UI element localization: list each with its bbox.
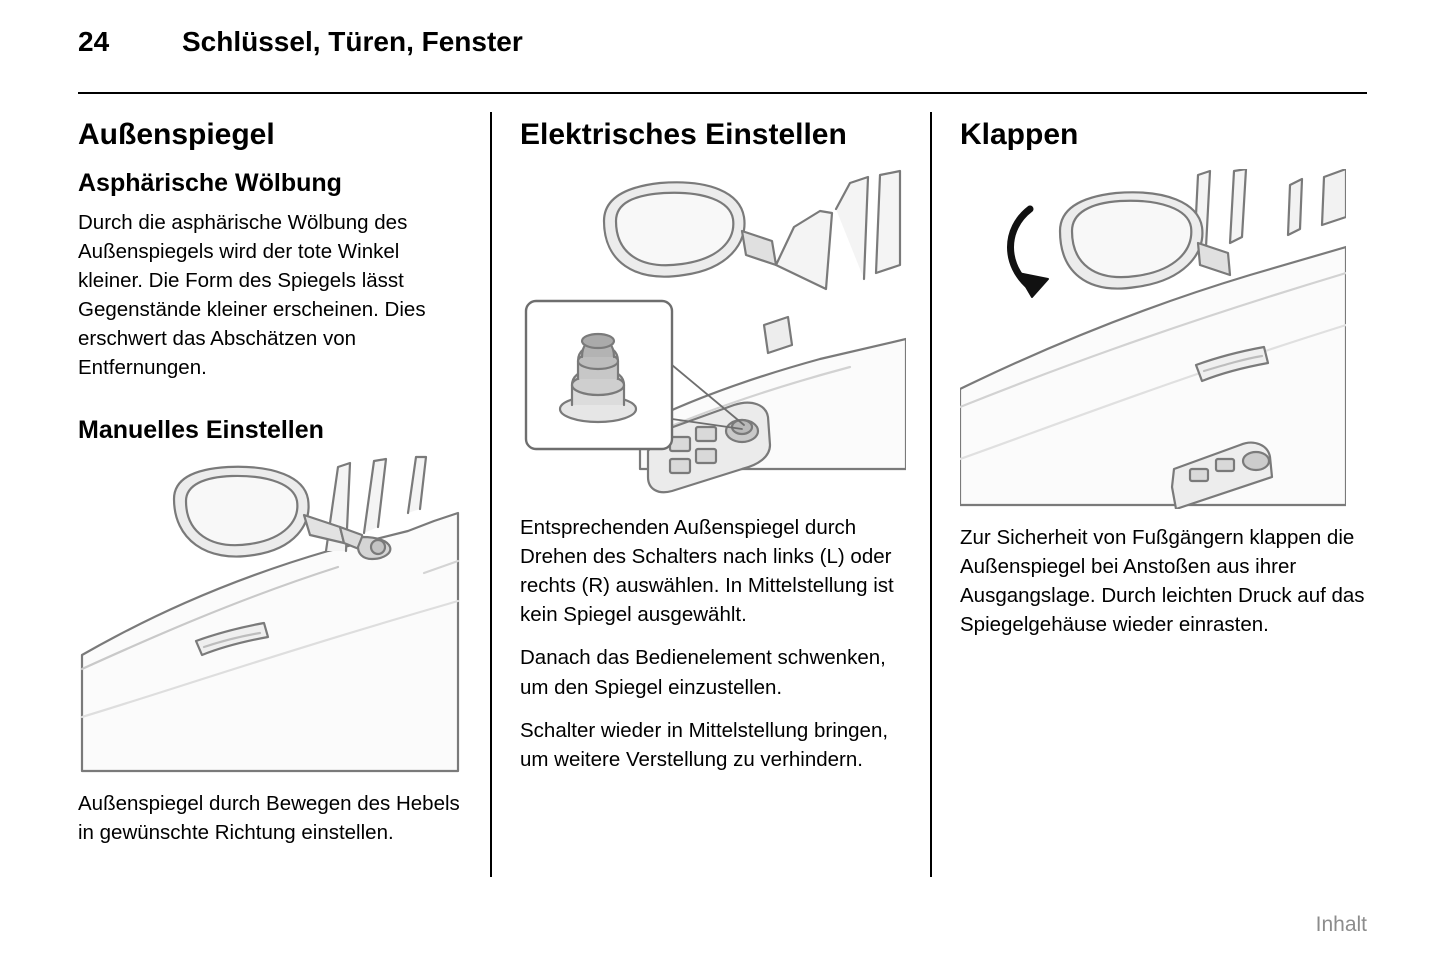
subsection-title-manuelles-einstellen: Manuelles Einstellen xyxy=(78,416,324,445)
header-divider xyxy=(78,92,1367,94)
content-columns xyxy=(78,112,1367,885)
electric-mirror-illustration xyxy=(520,169,902,499)
footer-inhalt-link[interactable]: Inhalt xyxy=(1315,913,1367,936)
page-number: 24 xyxy=(78,26,110,57)
paragraph-klappen: Zur Sicherheit von Fußgängern klappen die Außenspiegel bei Anstoßen aus ihrer Ausgangslage. Durch leichten Druck auf das Spiegelgehäuse wieder einrasten. xyxy=(960,526,1365,637)
paragraph-mirror-lock: Schalter wieder in Mittelstellung bringen, um weitere Verstellung zu verhindern. xyxy=(520,718,889,771)
column-right xyxy=(932,112,1367,885)
page-title: Schlüssel, Türen, Fenster xyxy=(182,26,523,57)
section-title-klappen: Klappen xyxy=(960,118,1079,151)
column-left xyxy=(78,112,490,885)
subsection-title-aspharische-woelbung: Asphärische Wölbung xyxy=(78,169,342,197)
section-title-aussenspiegel: Außenspiegel xyxy=(78,118,275,151)
paragraph-mirror-select: Entsprechenden Außenspiegel durch Drehen des Schalters nach links (L) oder rechts (R) auswählen. In Mittelstellung ist kein Spiegel ausgewählt. xyxy=(520,516,894,627)
manual-mirror-illustration xyxy=(78,455,462,775)
paragraph-mirror-tilt: Danach das Bedienelement schwenken, um den Spiegel einzustellen. xyxy=(520,646,886,699)
section-title-elektrisches-einstellen: Elektrisches Einstellen xyxy=(520,118,847,151)
page-header xyxy=(78,28,1367,80)
paragraph-manuelles-einstellen: Außenspiegel durch Bewegen des Hebels in gewünschte Richtung einstellen. xyxy=(78,792,460,845)
folding-mirror-illustration xyxy=(960,169,1367,509)
paragraph-aspharische-woelbung: Durch die asphärische Wölbung des Außenspiegels wird der tote Winkel kleiner. Die Form des Spiegels lässt Gegenstände kleiner erscheinen. Dies erschwert das Abschätzen von Entfernungen. xyxy=(78,210,426,380)
column-middle xyxy=(492,112,930,885)
